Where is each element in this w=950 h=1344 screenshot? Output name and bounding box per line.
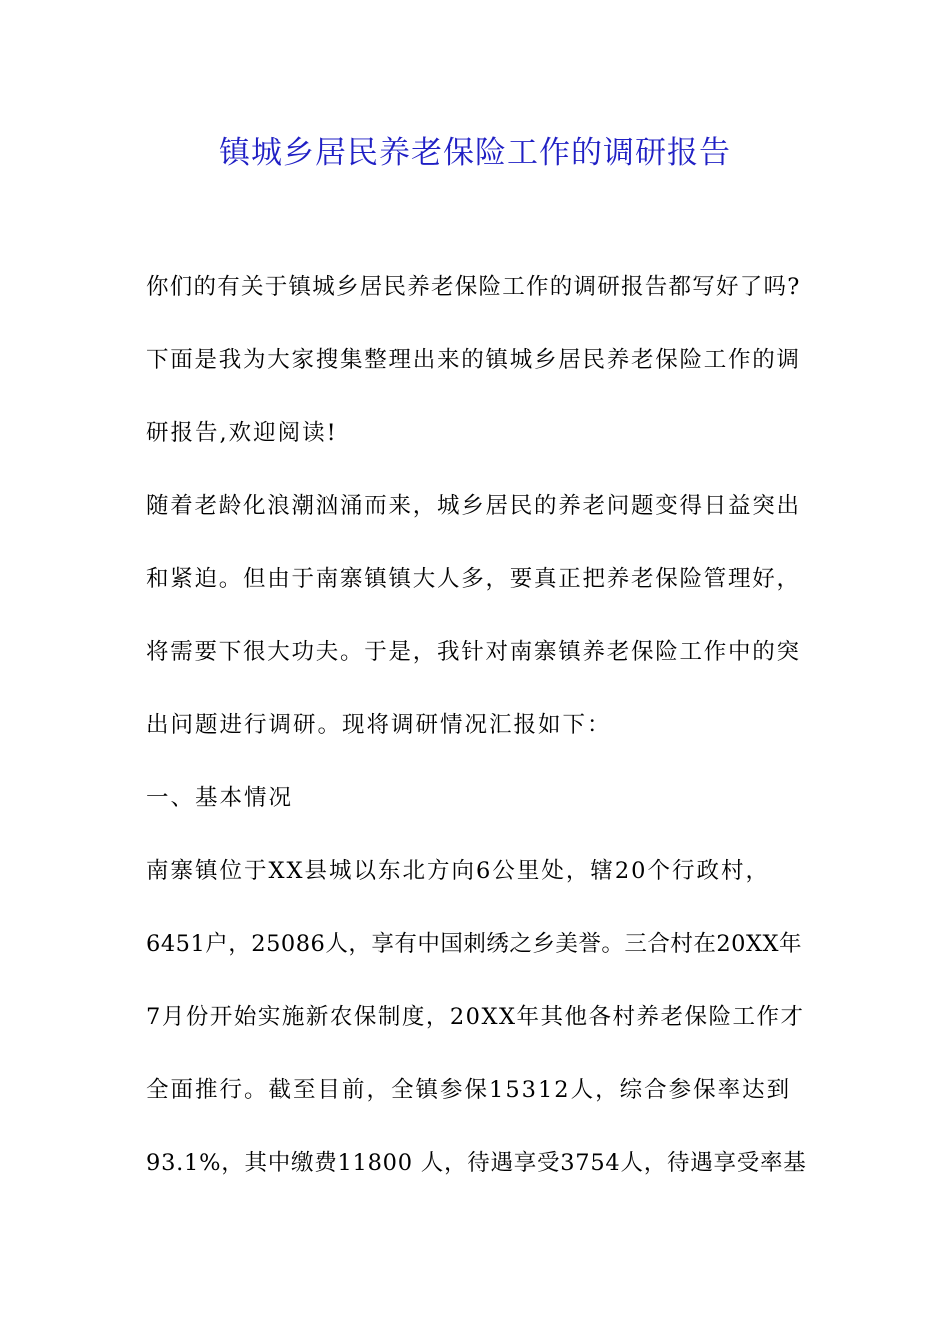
text-line: 南寨镇位于XX县城以东北方向6公里处，辖20个行政村， — [146, 858, 770, 884]
text-line: 6451户，25086人，享有中国刺绣之乡美誉。三合村在20XX年 — [146, 931, 803, 957]
text-line: 93.1%，其中缴费11800 人，待遇享受3754人，待遇享受率基 — [146, 1150, 807, 1176]
section-heading: 一、基本情况 — [146, 785, 294, 811]
document-title: 镇城乡居民养老保险工作的调研报告 — [219, 135, 731, 171]
text-line: 和紧迫。但由于南寨镇镇大人多，要真正把养老保险管理好， — [146, 566, 801, 592]
text-line: 研报告,欢迎阅读! — [146, 420, 338, 446]
text-line: 全面推行。截至目前，全镇参保15312人，综合参保率达到 — [146, 1077, 792, 1103]
text-line: 你们的有关于镇城乡居民养老保险工作的调研报告都写好了吗? — [146, 274, 801, 300]
text-line: 将需要下很大功夫。于是，我针对南寨镇养老保险工作中的突 — [146, 639, 801, 665]
text-line: 下面是我为大家搜集整理出来的镇城乡居民养老保险工作的调 — [146, 347, 801, 373]
text-line: 7月份开始实施新农保制度，20XX年其他各村养老保险工作才 — [146, 1004, 805, 1030]
text-line: 出问题进行调研。现将调研情况汇报如下： — [146, 712, 612, 738]
document-body — [146, 262, 806, 1211]
text-line: 随着老龄化浪潮汹涌而来，城乡居民的养老问题变得日益突出 — [146, 493, 801, 519]
